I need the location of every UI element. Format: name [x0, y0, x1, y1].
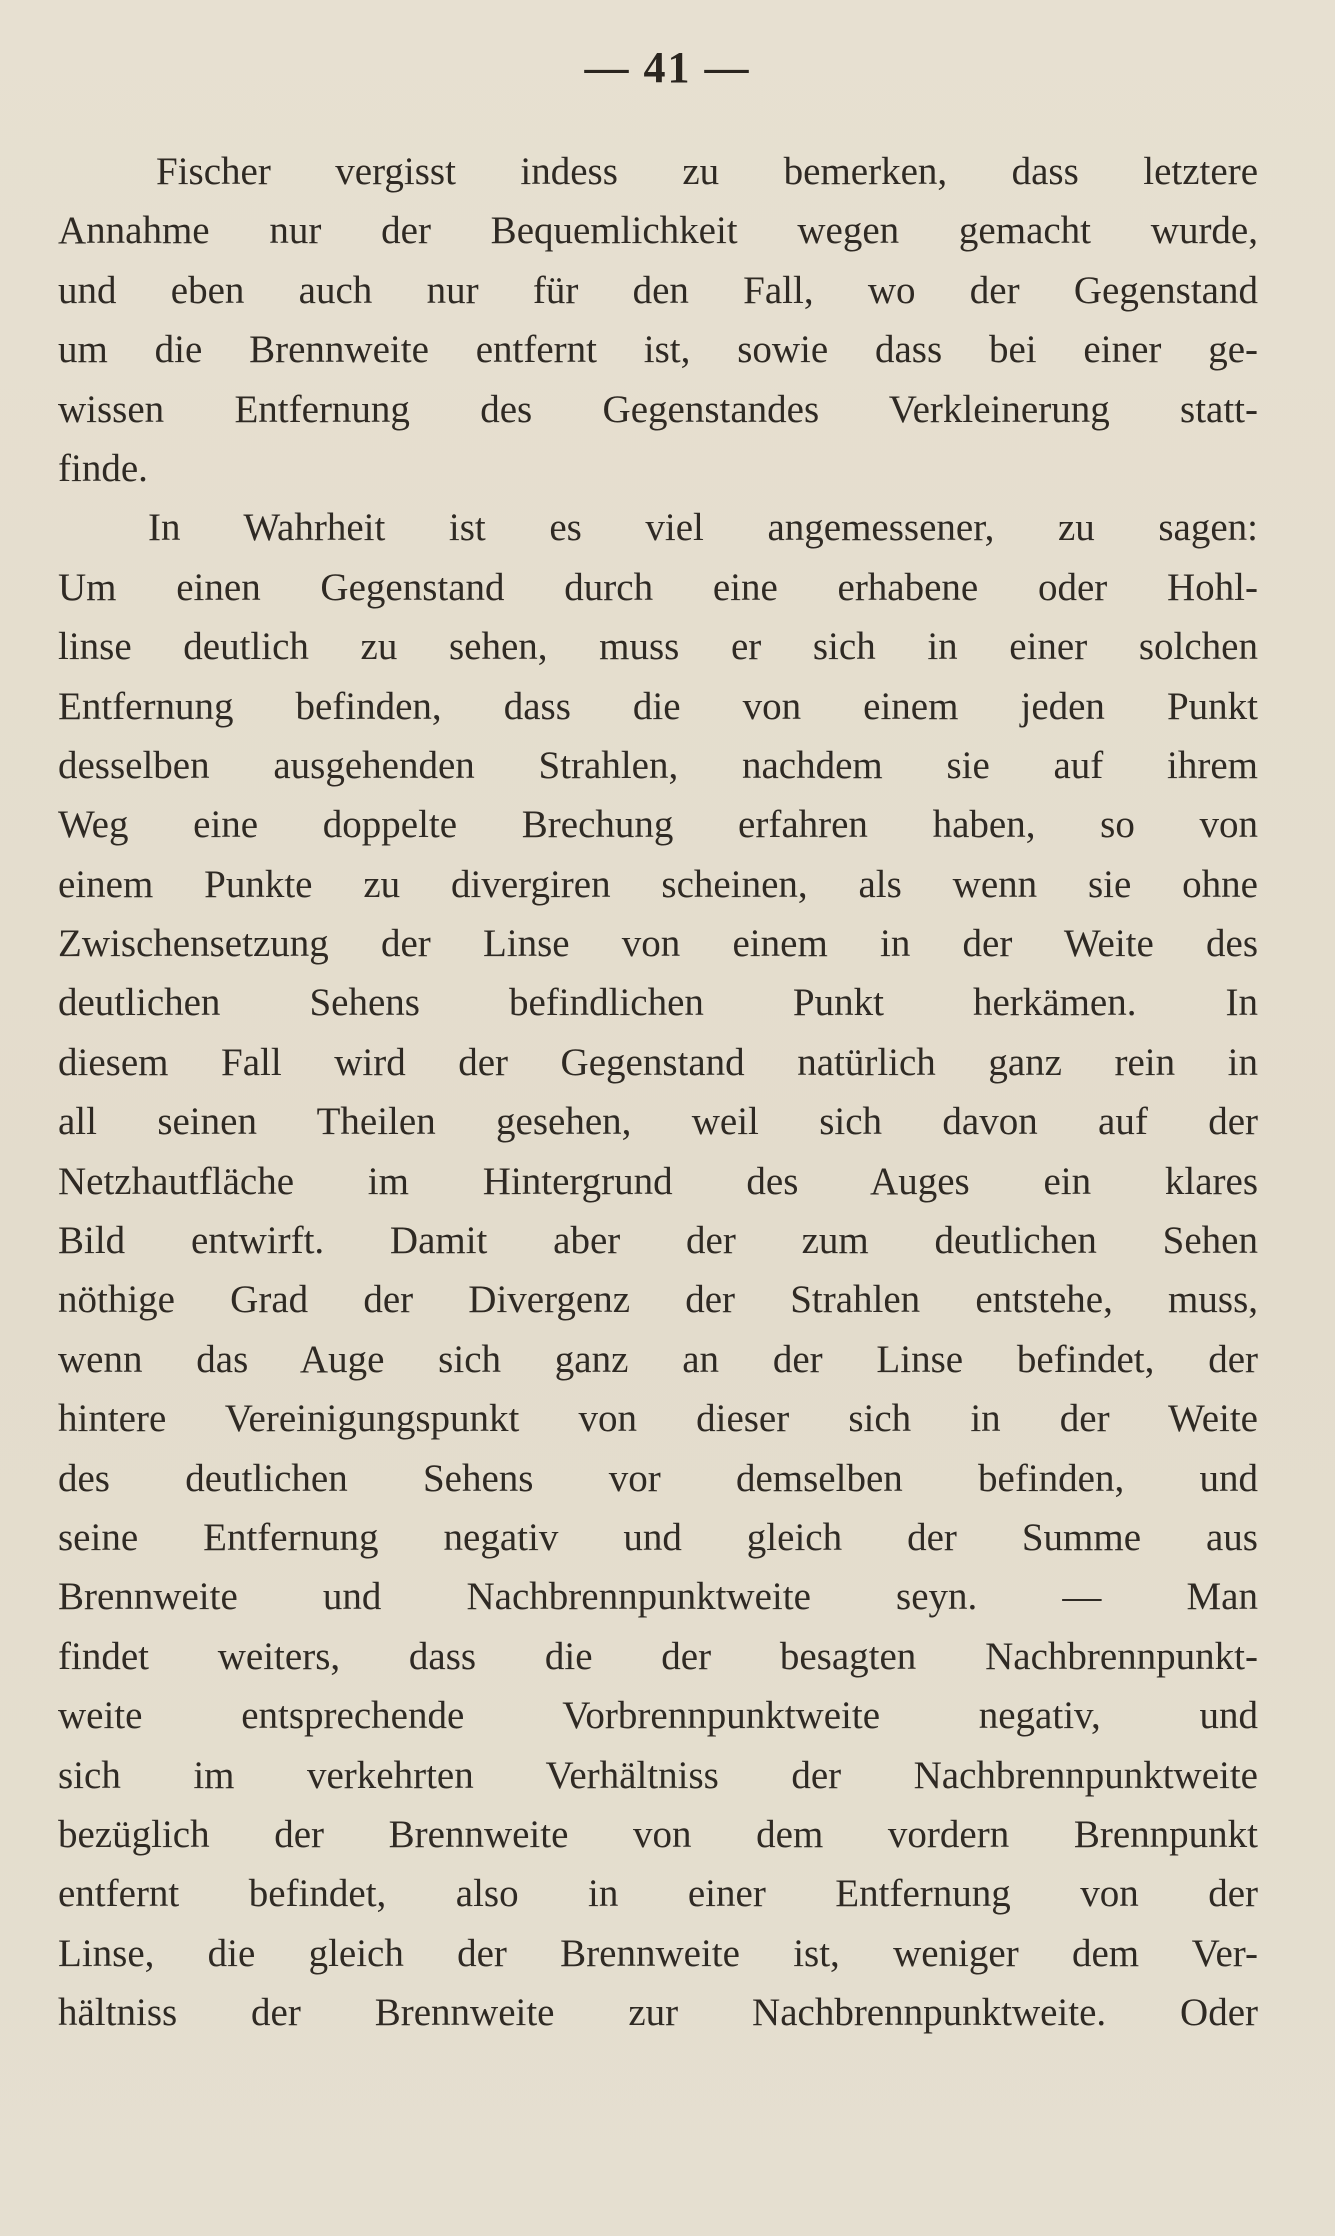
text-line: Annahme nur der Bequemlichkeit wegen gemacht wurde,	[58, 209, 1258, 253]
text-line: und eben auch nur für den Fall, wo der Gegenstand	[58, 268, 1258, 312]
text-line: deutlichen Sehens befindlichen Punkt herkämen. In	[58, 981, 1258, 1025]
text-line: seine Entfernung negativ und gleich der Summe aus	[58, 1515, 1258, 1559]
text-line: sich im verkehrten Verhältniss der Nachbrennpunktweite	[58, 1753, 1258, 1797]
text-line: um die Brennweite entfernt ist, sowie dass bei einer ge-	[58, 328, 1258, 372]
text-line: bezüglich der Brennweite von dem vordern Brennpunkt	[58, 1812, 1258, 1856]
page-number: — 41 —	[584, 43, 751, 92]
body-text	[58, 142, 1258, 2043]
text-line: hältniss der Brennweite zur Nachbrennpunktweite. Oder	[58, 1991, 1258, 2035]
text-line: Brennweite und Nachbrennpunktweite seyn. — Man	[58, 1575, 1258, 1619]
text-line: nöthige Grad der Divergenz der Strahlen entstehe, muss,	[58, 1278, 1258, 1322]
text-line: Fischer vergisst indess zu bemerken, dass letztere	[156, 150, 1258, 193]
text-line: wenn das Auge sich ganz an der Linse befindet, der	[58, 1337, 1258, 1381]
text-line: entfernt befindet, also in einer Entfernung von der	[58, 1872, 1258, 1916]
text-line: desselben ausgehenden Strahlen, nachdem sie auf ihrem	[58, 743, 1258, 787]
text-line: Entfernung befinden, dass die von einem jeden Punkt	[58, 684, 1258, 728]
text-line: finde.	[58, 446, 148, 490]
text-line: Bild entwirft. Damit aber der zum deutlichen Sehen	[58, 1219, 1258, 1263]
text-line: des deutlichen Sehens vor demselben befinden, und	[58, 1456, 1258, 1500]
text-line: wissen Entfernung des Gegenstandes Verkleinerung statt-	[58, 387, 1258, 431]
text-line: Um einen Gegenstand durch eine erhabene oder Hohl-	[58, 565, 1258, 609]
text-line: Zwischensetzung der Linse von einem in der Weite des	[58, 922, 1258, 966]
text-line: Weg eine doppelte Brechung erfahren haben, so von	[58, 803, 1258, 847]
text-line: einem Punkte zu divergiren scheinen, als wenn sie ohne	[58, 862, 1258, 906]
text-line: hintere Vereinigungspunkt von dieser sich in der Weite	[58, 1397, 1258, 1441]
text-line: diesem Fall wird der Gegenstand natürlich ganz rein in	[58, 1040, 1258, 1084]
text-line: weite entsprechende Vorbrennpunktweite negativ, und	[58, 1694, 1258, 1738]
text-line: Linse, die gleich der Brennweite ist, weniger dem Ver-	[58, 1931, 1258, 1975]
text-line: In Wahrheit ist es viel angemessener, zu sagen:	[148, 506, 1258, 550]
text-line: findet weiters, dass die der besagten Nachbrennpunkt-	[58, 1634, 1258, 1678]
text-line: Netzhautfläche im Hintergrund des Auges ein klares	[58, 1159, 1258, 1203]
text-line: linse deutlich zu sehen, muss er sich in einer solchen	[58, 625, 1258, 669]
text-line: all seinen Theilen gesehen, weil sich davon auf der	[58, 1100, 1258, 1144]
